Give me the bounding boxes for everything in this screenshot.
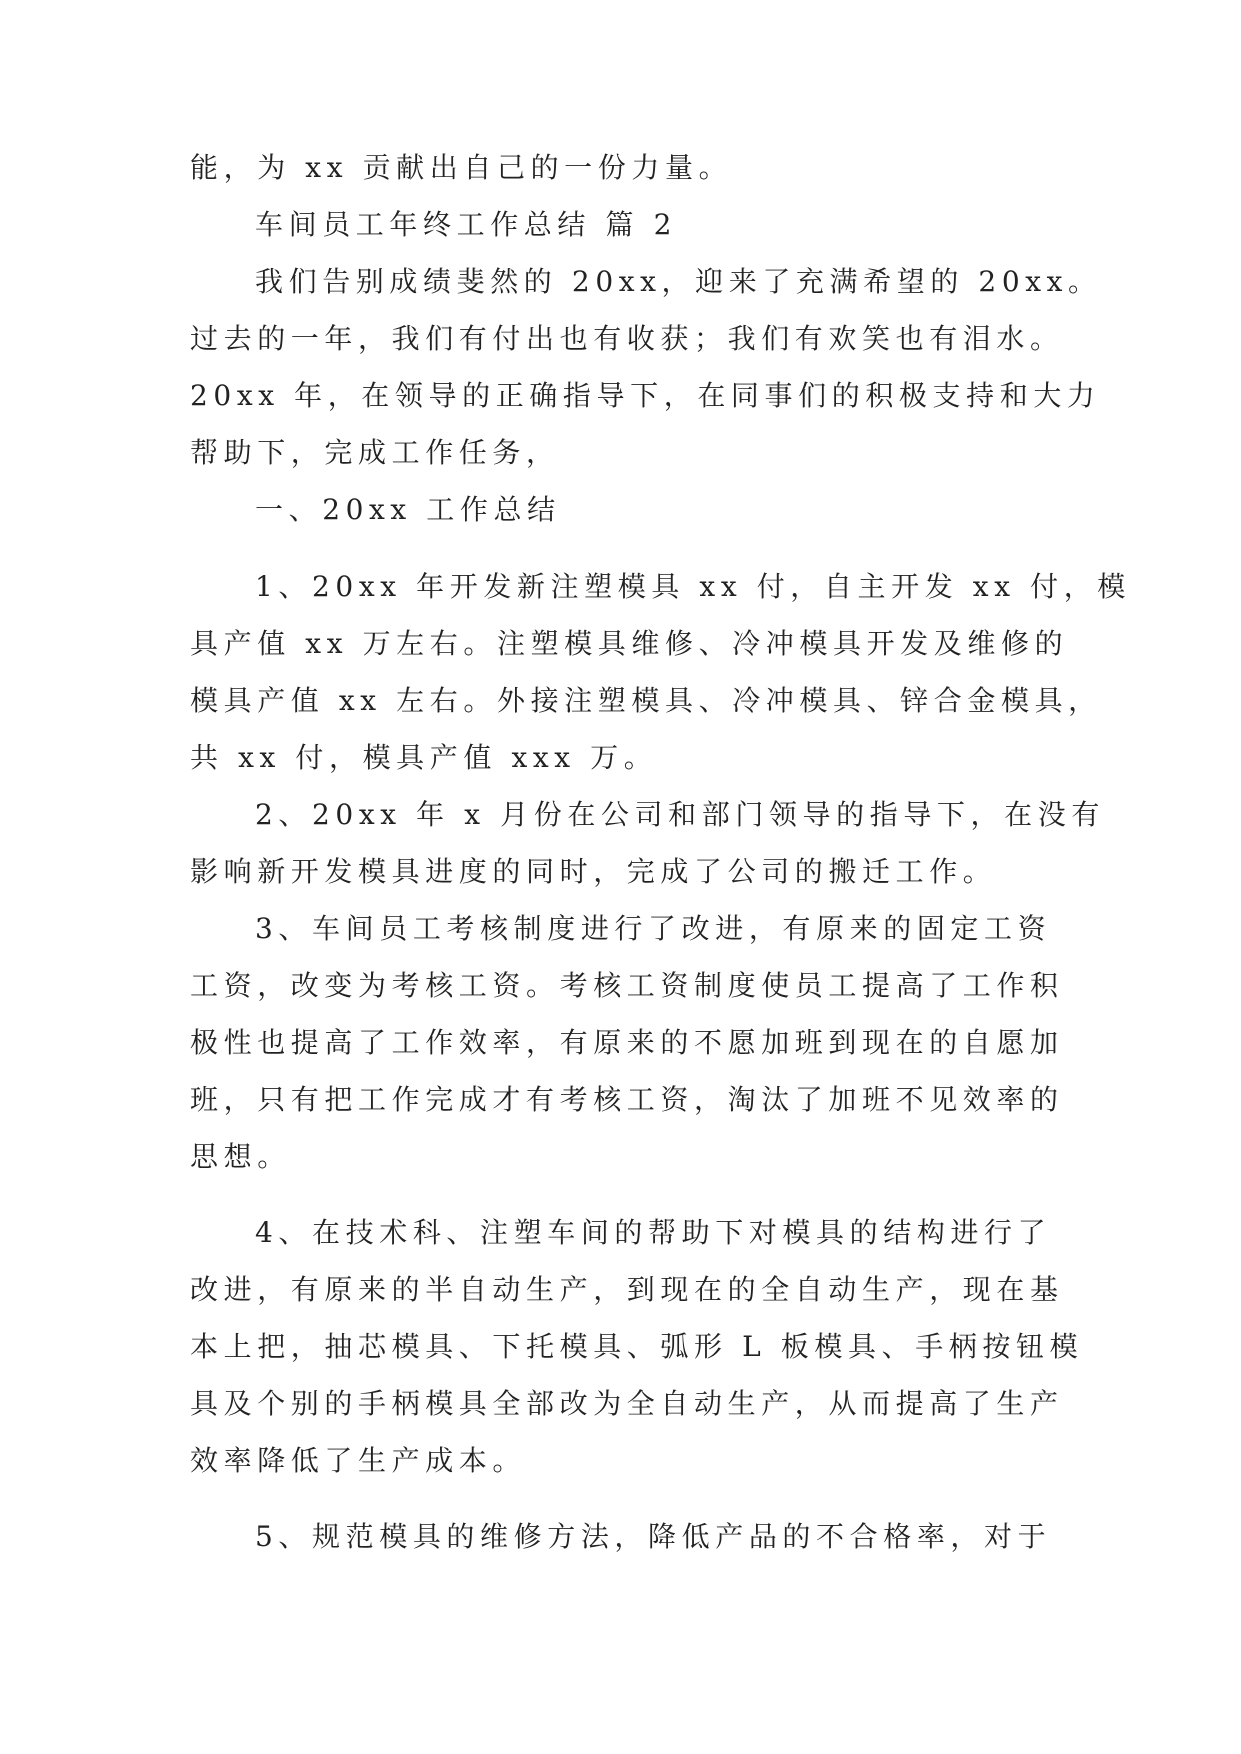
text-line: 帮助下，完成工作任务， — [190, 436, 560, 469]
text-line: 极性也提高了工作效率，有原来的不愿加班到现在的自愿加 — [190, 1026, 1064, 1059]
text-line: 工资，改变为考核工资。考核工资制度使员工提高了工作积 — [190, 969, 1064, 1002]
text-line: 改进，有原来的半自动生产，到现在的全自动生产，现在基 — [190, 1273, 1064, 1306]
section-heading: 车间员工年终工作总结 篇 2 — [255, 208, 678, 241]
text-line: 具及个别的手柄模具全部改为全自动生产，从而提高了生产 — [190, 1387, 1064, 1420]
text-line: 思想。 — [190, 1140, 291, 1173]
text-line: 4、在技术科、注塑车间的帮助下对模具的结构进行了 — [255, 1216, 1052, 1249]
text-line: 影响新开发模具进度的同时，完成了公司的搬迁工作。 — [190, 855, 997, 888]
text-line: 模具产值 xx 左右。外接注塑模具、冷冲模具、锌合金模具， — [190, 684, 1102, 717]
text-line: 我们告别成绩斐然的 20xx，迎来了充满希望的 20xx。 — [255, 265, 1102, 298]
text-line: 本上把，抽芯模具、下托模具、弧形 L 板模具、手柄按钮模 — [190, 1330, 1084, 1363]
subheading: 一、20xx 工作总结 — [255, 493, 561, 526]
text-line: 3、车间员工考核制度进行了改进，有原来的固定工资 — [255, 912, 1052, 945]
text-line: 效率降低了生产成本。 — [190, 1444, 527, 1477]
text-line: 班，只有把工作完成才有考核工资，淘汰了加班不见效率的 — [190, 1083, 1064, 1116]
text-line: 2、20xx 年 x 月份在公司和部门领导的指导下，在没有 — [255, 798, 1105, 831]
text-line: 共 xx 付，模具产值 xxx 万。 — [190, 741, 658, 774]
text-line: 能，为 xx 贡献出自己的一份力量。 — [190, 151, 733, 184]
text-line: 过去的一年，我们有付出也有收获；我们有欢笑也有泪水。 — [190, 322, 1064, 355]
text-line: 具产值 xx 万左右。注塑模具维修、冷冲模具开发及维修的 — [190, 627, 1069, 660]
text-line: 20xx 年，在领导的正确指导下，在同事们的积极支持和大力 — [190, 379, 1101, 412]
text-line: 1、20xx 年开发新注塑模具 xx 付，自主开发 xx 付，模 — [255, 570, 1131, 603]
text-line: 5、规范模具的维修方法，降低产品的不合格率，对于 — [255, 1520, 1052, 1553]
